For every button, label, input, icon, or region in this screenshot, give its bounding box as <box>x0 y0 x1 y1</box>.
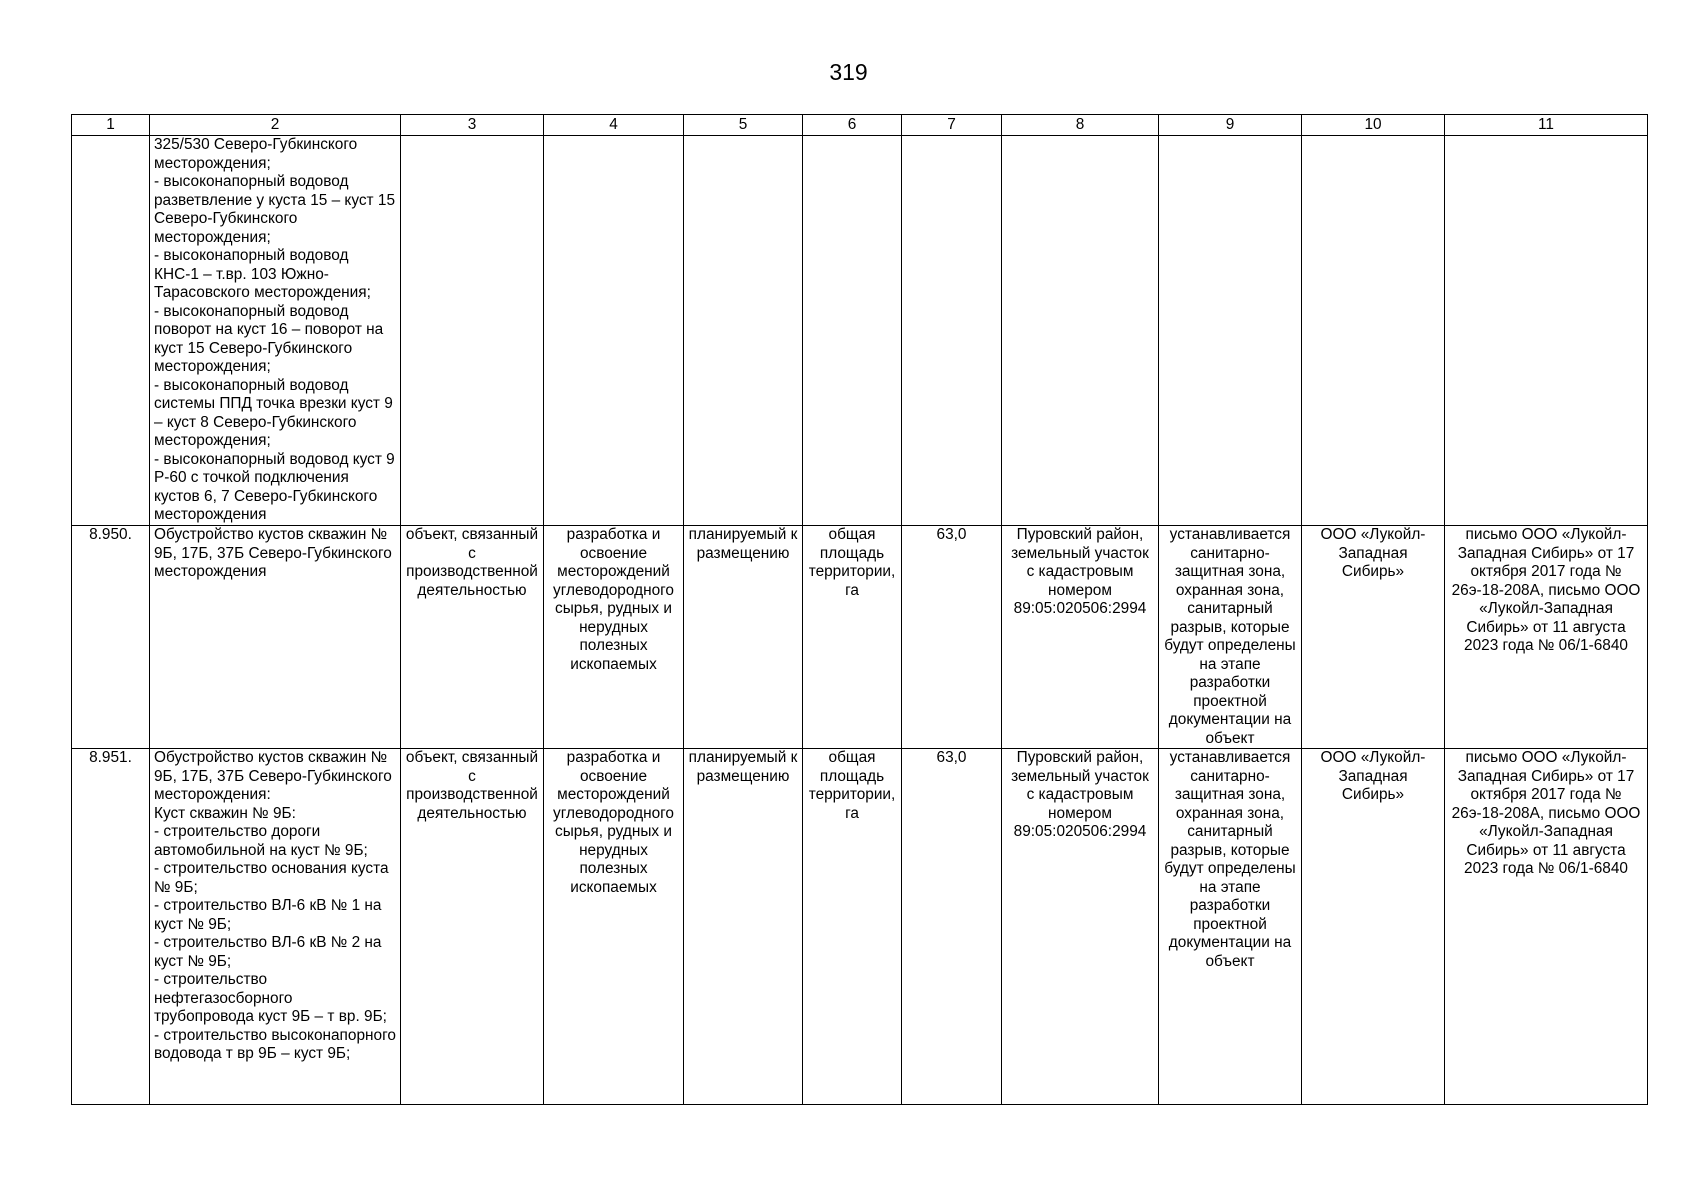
column-number: 10 <box>1302 115 1445 136</box>
zones-cell <box>1159 136 1302 526</box>
owner-cell: ООО «Лукойл-Западная Сибирь» <box>1302 526 1445 749</box>
table-row <box>72 749 1648 1105</box>
object-status-cell: планируемый к размещению <box>684 526 803 749</box>
object-purpose-cell <box>544 136 684 526</box>
table-row <box>72 526 1648 749</box>
object-purpose-cell: разработка и освоение месторождений углеводородного сырья, рудных и нерудных полезных ископаемых <box>544 749 684 1105</box>
page-number: 319 <box>829 59 868 85</box>
row-number-cell: 8.950. <box>72 526 150 749</box>
object-status-cell <box>684 136 803 526</box>
object-type-cell: объект, связанный с производственной деятельностью <box>401 749 544 1105</box>
column-number: 1 <box>72 115 150 136</box>
basis-cell: письмо ООО «Лукойл-Западная Сибирь» от 17 октября 2017 года № 26э-18-208А, письмо ООО «Лукойл-Западная Сибирь» от 11 августа 2023 года № 06/1-6840 <box>1445 749 1648 1105</box>
object-status-cell: планируемый к размещению <box>684 749 803 1105</box>
column-number: 7 <box>902 115 1002 136</box>
value-cell: 63,0 <box>902 526 1002 749</box>
column-number: 11 <box>1445 115 1648 136</box>
zones-cell: устанавливается санитарно-защитная зона, охранная зона, санитарный разрыв, которые будут определены на этапе разработки проектной документации на объект <box>1159 526 1302 749</box>
column-number: 4 <box>544 115 684 136</box>
object-purpose-cell: разработка и освоение месторождений углеводородного сырья, рудных и нерудных полезных ископаемых <box>544 526 684 749</box>
object-name-cell: Обустройство кустов скважин № 9Б, 17Б, 37Б Северо-Губкинского месторождения: Куст скважин № 9Б: - строительство дороги автомобильной на куст № 9Б; - строительство основания куста № 9Б; - строительство ВЛ-6 кВ № 1 на куст № 9Б; - строительство ВЛ-6 кВ № 2 на куст № 9Б; - строительство нефтегазосборного трубопровода куст 9Б – т вр. 9Б; - строительство высоконапорного водовода т вр 9Б – куст 9Б; <box>150 749 401 1105</box>
row-number-cell: 8.951. <box>72 749 150 1105</box>
characteristic-cell <box>803 136 902 526</box>
row-number-cell <box>72 136 150 526</box>
column-number: 5 <box>684 115 803 136</box>
object-name-cell: 325/530 Северо-Губкинского месторождения; - высоконапорный водовод разветвление у куста 15 – куст 15 Северо-Губкинского месторождения; - высоконапорный водовод КНС-1 – т.вр. 103 Южно-Тарасовского месторождения; - высоконапорный водовод поворот на куст 16 – поворот на куст 15 Северо-Губкинского месторождения; - высоконапорный водовод системы ППД точка врезки куст 9 – куст 8 Северо-Губкинского месторождения; - высоконапорный водовод куст 9 Р-60 с точкой подключения кустов 6, 7 Северо-Губкинского месторождения <box>150 136 401 526</box>
table-row <box>72 136 1648 526</box>
location-cell <box>1002 136 1159 526</box>
column-number-row <box>72 115 1648 136</box>
owner-cell <box>1302 136 1445 526</box>
owner-cell: ООО «Лукойл-Западная Сибирь» <box>1302 749 1445 1105</box>
basis-cell: письмо ООО «Лукойл-Западная Сибирь» от 17 октября 2017 года № 26э-18-208А, письмо ООО «Лукойл-Западная Сибирь» от 11 августа 2023 года № 06/1-6840 <box>1445 526 1648 749</box>
zones-cell: устанавливается санитарно-защитная зона, охранная зона, санитарный разрыв, которые будут определены на этапе разработки проектной документации на объект <box>1159 749 1302 1105</box>
column-number: 8 <box>1002 115 1159 136</box>
characteristic-cell: общая площадь территории, га <box>803 526 902 749</box>
object-name-cell: Обустройство кустов скважин № 9Б, 17Б, 37Б Северо-Губкинского месторождения <box>150 526 401 749</box>
characteristic-cell: общая площадь территории, га <box>803 749 902 1105</box>
object-type-cell: объект, связанный с производственной деятельностью <box>401 526 544 749</box>
objects-table <box>71 114 1648 1105</box>
column-number: 6 <box>803 115 902 136</box>
column-number: 9 <box>1159 115 1302 136</box>
object-type-cell <box>401 136 544 526</box>
location-cell: Пуровский район, земельный участок с кадастровым номером 89:05:020506:2994 <box>1002 526 1159 749</box>
column-number: 3 <box>401 115 544 136</box>
basis-cell <box>1445 136 1648 526</box>
value-cell: 63,0 <box>902 749 1002 1105</box>
column-number: 2 <box>150 115 401 136</box>
location-cell: Пуровский район, земельный участок с кадастровым номером 89:05:020506:2994 <box>1002 749 1159 1105</box>
value-cell <box>902 136 1002 526</box>
